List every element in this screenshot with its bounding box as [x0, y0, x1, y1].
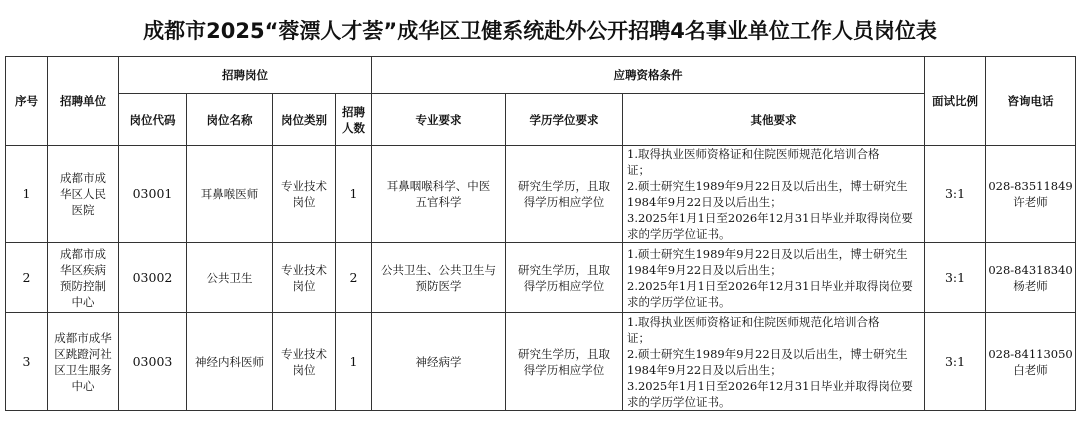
row-seq: 1 — [6, 146, 48, 243]
row-unit: 成都市成华 区跳蹬河社 区卫生服务 中心 — [48, 313, 119, 411]
row-position-name: 公共卫生 — [187, 243, 273, 313]
row-education: 研究生学历，且取 得学历相应学位 — [506, 243, 623, 313]
row-other: 1.硕士研究生1989年9月22日及以后出生，博士研究生 1984年9月22日及以后出生； 2.2025年1月1日至2026年12月31日毕业并取得岗位要 求的学历学位证书。 — [623, 243, 925, 313]
row-category: 专业技术 岗位 — [273, 243, 336, 313]
row-code: 03002 — [119, 243, 187, 313]
header-name: 岗位名称 — [187, 94, 273, 146]
row-position-name: 神经内科医师 — [187, 313, 273, 411]
row-unit: 成都市成 华区人民 医院 — [48, 146, 119, 243]
row-count: 2 — [336, 243, 372, 313]
page-title: 成都市2025“蓉漂人才荟”成华区卫健系统赴外公开招聘4名事业单位工作人员岗位表 — [143, 19, 937, 43]
row-count: 1 — [336, 313, 372, 411]
row-category: 专业技术 岗位 — [273, 146, 336, 243]
row-ratio: 3:1 — [925, 146, 986, 243]
row-education: 研究生学历，且取 得学历相应学位 — [506, 313, 623, 411]
header-row-1 — [6, 57, 1076, 94]
row-unit: 成都市成 华区疾病 预防控制 中心 — [48, 243, 119, 313]
header-seq: 序号 — [6, 57, 48, 146]
row-position-name: 耳鼻喉医师 — [187, 146, 273, 243]
header-row-2 — [6, 94, 1076, 146]
header-code: 岗位代码 — [119, 94, 187, 146]
table-row — [6, 313, 1076, 411]
row-phone: 028-83511849 许老师 — [986, 146, 1076, 243]
header-count: 招聘 人数 — [336, 94, 372, 146]
header-unit: 招聘单位 — [48, 57, 119, 146]
row-other: 1.取得执业医师资格证和住院医师规范化培训合格 证； 2.硕士研究生1989年9月22日及以后出生，博士研究生 1984年9月22日及以后出生； 3.2025年1月1日至2026年12月31日毕业并取得岗位要 求的学历学位证书。 — [623, 146, 925, 243]
positions-table — [5, 56, 1076, 411]
row-major: 耳鼻咽喉科学、中医 五官科学 — [372, 146, 506, 243]
row-ratio: 3:1 — [925, 313, 986, 411]
header-education: 学历学位要求 — [506, 94, 623, 146]
row-major: 公共卫生、公共卫生与 预防医学 — [372, 243, 506, 313]
row-seq: 2 — [6, 243, 48, 313]
header-position-group: 招聘岗位 — [119, 57, 372, 94]
row-code: 03001 — [119, 146, 187, 243]
header-qualification-group: 应聘资格条件 — [372, 57, 925, 94]
row-phone: 028-84318340 杨老师 — [986, 243, 1076, 313]
row-seq: 3 — [6, 313, 48, 411]
row-code: 03003 — [119, 313, 187, 411]
header-other: 其他要求 — [623, 94, 925, 146]
row-other: 1.取得执业医师资格证和住院医师规范化培训合格 证； 2.硕士研究生1989年9月22日及以后出生，博士研究生 1984年9月22日及以后出生； 3.2025年1月1日至2026年12月31日毕业并取得岗位要 求的学历学位证书。 — [623, 313, 925, 411]
table-row — [6, 146, 1076, 243]
header-major: 专业要求 — [372, 94, 506, 146]
header-phone: 咨询电话 — [986, 57, 1076, 146]
header-ratio: 面试比例 — [925, 57, 986, 146]
row-category: 专业技术 岗位 — [273, 313, 336, 411]
table-row — [6, 243, 1076, 313]
row-education: 研究生学历，且取 得学历相应学位 — [506, 146, 623, 243]
row-phone: 028-84113050 白老师 — [986, 313, 1076, 411]
row-major: 神经病学 — [372, 313, 506, 411]
header-category: 岗位类别 — [273, 94, 336, 146]
row-ratio: 3:1 — [925, 243, 986, 313]
row-count: 1 — [336, 146, 372, 243]
